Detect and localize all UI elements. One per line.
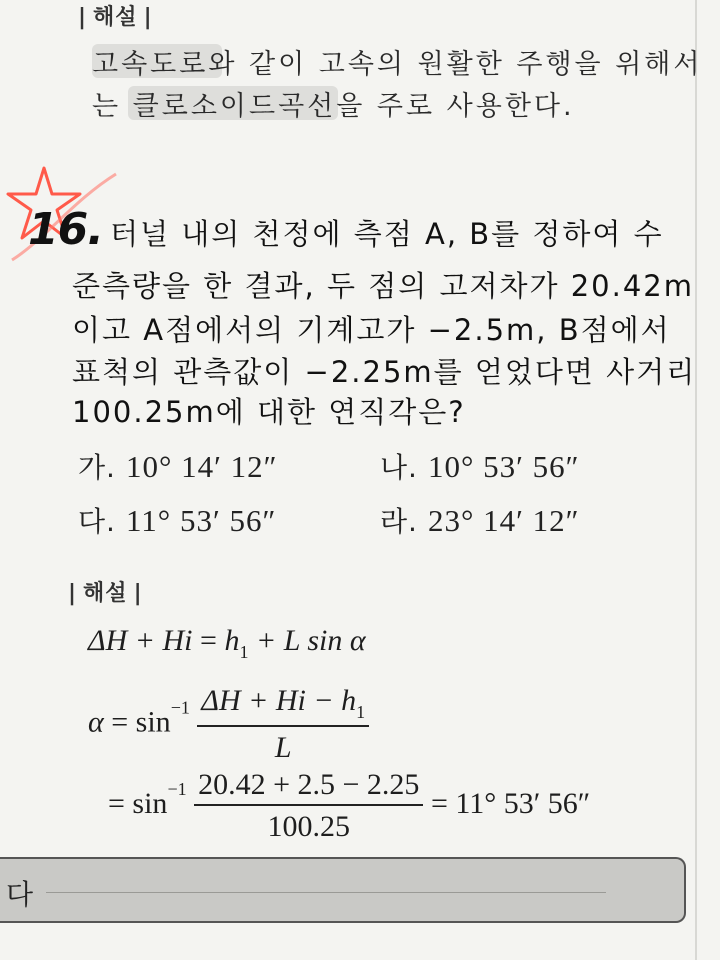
equation-3: = $\sin^{-1}$ $\frac{20.42 + 2.5 - 2.25}{100.25}$ = 11° 53′ 56″ xyxy=(108,768,591,843)
eq1-h: h xyxy=(224,624,240,657)
eq2-sin: sin xyxy=(135,705,171,739)
prev-solution-line-1: 고속도로와 같이 고속의 원활한 주행을 위해서 xyxy=(92,49,703,80)
eq3-numerator: 20.42 + 2.5 − 2.25 xyxy=(194,768,423,806)
eq2-superscript: −1 xyxy=(170,697,190,718)
question-line-1: 터널 내의 천정에 측점 A, B를 정하여 수 xyxy=(110,217,664,251)
question-number: 16. xyxy=(28,204,103,255)
eq2-numerator-subscript: 1 xyxy=(356,702,366,722)
choice-d xyxy=(380,500,580,540)
choice-label: 가. xyxy=(78,451,116,484)
choice-a xyxy=(78,446,278,486)
choice-label: 나. xyxy=(380,451,418,484)
choice-value: 23° 14′ 12″ xyxy=(427,503,580,538)
choice-b xyxy=(380,446,580,486)
choice-value: 11° 53′ 56″ xyxy=(125,503,277,538)
eq1-left: ΔH + Hi xyxy=(88,624,193,657)
eq3-sin: sin xyxy=(132,786,168,820)
question-line-2: 준측량을 한 결과, 두 점의 고저차가 20.42m xyxy=(72,269,694,303)
page-margin-line xyxy=(695,0,697,960)
prev-solution-line-2: 는 클로소이드곡선을 주로 사용한다. xyxy=(92,91,575,122)
eq3-denominator: 100.25 xyxy=(267,810,351,843)
choice-label: 다. xyxy=(78,505,116,538)
eq1-tail: + L sin α xyxy=(255,624,366,657)
question-line-5: 100.25m에 대한 연직각은? xyxy=(72,395,466,429)
eq2-numerator: ΔH + Hi − h xyxy=(201,684,357,717)
answer-box xyxy=(0,857,686,923)
choice-value: 10° 14′ 12″ xyxy=(125,449,278,484)
question-line-4: 표척의 관측값이 −2.25m를 얻었다면 사거리 xyxy=(72,355,697,389)
prev-solution-label: | 해설 | xyxy=(78,5,153,30)
eq2-fraction xyxy=(197,684,369,765)
answer-text: 다 xyxy=(6,878,34,911)
choice-label: 라. xyxy=(380,505,418,538)
choice-c xyxy=(78,500,276,540)
equation-2: $\alpha = \sin^{-1}$ $\frac{\Delta H + Hi - h_1}{L}$ xyxy=(88,684,369,765)
question-line-3: 이고 A점에서의 기계고가 −2.5m, B점에서 xyxy=(72,313,671,347)
solution-label: | 해설 | xyxy=(68,581,143,606)
eq2-lhs: α xyxy=(88,705,104,739)
choice-value: 10° 53′ 56″ xyxy=(427,449,580,484)
eq3-result: 11° 53′ 56″ xyxy=(455,786,591,820)
eq3-superscript: −1 xyxy=(167,778,187,799)
answer-rule xyxy=(46,892,606,893)
eq3-fraction xyxy=(194,768,423,844)
equation-1: $\Delta H + Hi = h_1 + L$ sin α xyxy=(88,624,366,662)
eq2-denominator: L xyxy=(274,731,292,764)
eq1-subscript: 1 xyxy=(239,642,249,662)
